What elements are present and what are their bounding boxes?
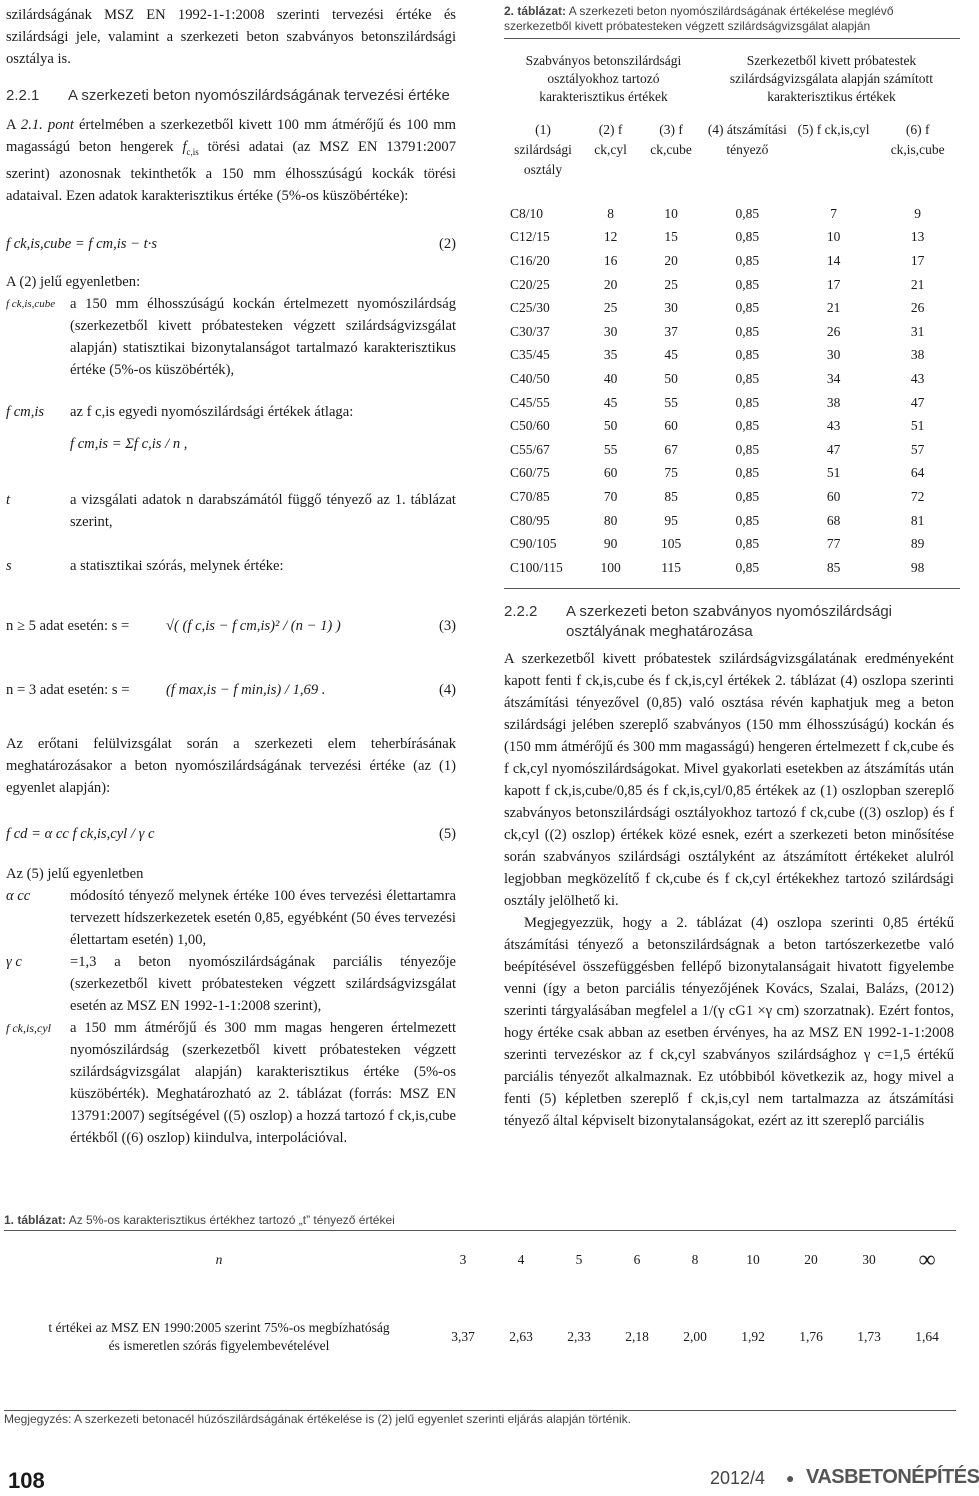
table-cell: 30 [862, 1252, 876, 1267]
table-cell: 6 [633, 1252, 641, 1267]
paragraph-note: Megjegyezzük, hogy a 2. táblázat (4) oszlopa szerinti 0,85 értékű átszámítási tényező a betonszilárdságnak a beton tartószerkezetbe való beépítésével összefüggésben fellépő bizonytalanságait hivatott figyelembe venni (így a beton parciális tényezőjének Kovács, Szalai, Balázs, (2012) szerinti tárgyalásában megfelel a 1/(γ cG1 ×γ cm) szorzatnak). Ezért fontos, hogy értéke csak abban az esetben érvényes, ha az MSZ EN 1992-1-1:2008 szerinti tervezéskor az f ck,cyl szabványos szilárdsághoz γ c=1,5 értékű parciális tényezőt alkalmaznak. Ez utóbbiból következik az, hogy mivel a fenti (5) képletben szereplő f ck,is,cyl nem tartalmazza az átszámítási tényező által képviselt bizonytalanságokat, ezért az itt szereplő parciális [504, 915, 954, 1129]
table-cell: 47 [826, 441, 841, 457]
table-cell: 67 [664, 441, 678, 457]
table-cell: 30 [664, 300, 678, 316]
definition-alpha-cc: α cc módosító tényező melynek értéke 100 éves tervezési élettartamra tervezett hídszerkezetek esetén 0,85, egyébként (50 éves tervezési élettartam esetén) 1,00, [6, 887, 456, 948]
table-cell: 75 [664, 465, 678, 481]
table-cell: 8 [691, 1252, 699, 1267]
table-cell: 2,33 [567, 1329, 591, 1344]
table-cell: 20 [664, 252, 678, 268]
table-cell: 68 [826, 512, 841, 528]
table-row [504, 556, 960, 580]
table-cell: 80 [603, 512, 618, 528]
table-cell: C50/60 [510, 418, 550, 434]
table-cell: 35 [603, 347, 618, 363]
table-1-t-label: t értékei az MSZ EN 1990:2005 szerint 75%-os megbízhatóság és ismeretlen szórás figyelembevételével [48, 1320, 390, 1353]
table-cell: 5 [575, 1252, 583, 1267]
table-cell: 13 [910, 229, 925, 245]
table-cell: 40 [603, 370, 618, 386]
table-row [504, 438, 960, 462]
table-cell: 0,85 [735, 512, 760, 528]
table-cell: 50 [664, 370, 678, 386]
table-cell: 7 [830, 205, 837, 221]
table-cell: C25/30 [510, 300, 550, 316]
table-cell: 25 [664, 276, 678, 292]
table-cell: 55 [603, 441, 618, 457]
table-cell: 26 [826, 323, 841, 339]
table-cell: 90 [603, 536, 618, 552]
table-2-group-header [504, 46, 960, 120]
equation-2-number: (2) [438, 235, 456, 252]
table-cell: C16/20 [510, 252, 550, 268]
paragraph-eq5-where: Az (5) jelű egyenletben [6, 865, 144, 882]
table-2-body [504, 202, 960, 580]
table-cell: 38 [910, 347, 925, 363]
table-cell: 14 [826, 252, 841, 268]
table-2-top-rule [504, 38, 960, 39]
table-cell: 98 [910, 559, 925, 575]
equation-2 [6, 223, 456, 267]
table-row [504, 202, 960, 226]
table-cell: 10 [664, 205, 678, 221]
table-cell: 0,85 [735, 394, 760, 410]
table-cell: 12 [603, 229, 618, 245]
table-cell: 20 [603, 276, 618, 292]
table-cell: 81 [910, 512, 925, 528]
table-row [504, 462, 960, 486]
table-cell: 37 [664, 323, 678, 339]
table-cell: 38 [826, 394, 841, 410]
table-cell: C60/75 [510, 465, 550, 481]
table-cell: 100 [600, 559, 621, 575]
table-cell: 89 [910, 536, 925, 552]
table-2-caption: 2. táblázat: A szerkezeti beton nyomószilárdságának értékelése meglévő szerkezetből kivett próbatesteken végzett szilárdságvizsgálat alapján [504, 4, 894, 33]
table-cell: 8 [607, 205, 614, 221]
definition-t: t a vizsgálati adatok n darabszámától függő tényező az 1. táblázat szerint, [6, 491, 456, 530]
table-cell: 85 [826, 559, 841, 575]
table-1-caption: 1. táblázat: Az 5%-os karakterisztikus értékhez tartozó „t” tényező értékei [4, 1213, 395, 1227]
table-cell: ∞ [918, 1246, 936, 1273]
table-2-column-header: (1) szilárdsági osztály (2) f ck,cyl (3) f ck,cube (4) átszámítási tényező (5) f ck,is,cyl (6) f ck,is,cube [514, 122, 945, 177]
table-2-bottom-rule [504, 588, 960, 589]
equation-4: n = 3 adat esetén: s = (f max,is − f min,is) / 1,69 . (4) [6, 681, 456, 698]
equation-3: n ≥ 5 adat esetén: s = √( (f c,is − f cm,is)² / (n − 1) ) (3) [6, 617, 456, 634]
paragraph-design: Az erőtani felülvizsgálat során a szerkezeti elem teherbírásának meghatározásakor a beton nyomószilárdságának tervezési értéke (az (1) egyenlet alapján): [6, 735, 456, 796]
table-row [504, 509, 960, 533]
paragraph-intro: szilárdságának MSZ EN 1992-1-1:2008 szerinti tervezési értéke és szilárdsági jele, valamint a szerkezeti beton szabványos betonszilárdsági osztálya is. [6, 7, 456, 67]
table-row [504, 296, 960, 320]
heading-number: 2.2.1 [6, 87, 40, 104]
table-cell: 115 [661, 559, 681, 575]
table-cell: C20/25 [510, 276, 550, 292]
table-cell: 57 [910, 441, 925, 457]
equation-fcm: f cm,is = Σf c,is / n , [70, 435, 188, 452]
table-cell: 70 [603, 488, 618, 504]
table-cell: 4 [517, 1252, 525, 1267]
table-cell: 47 [910, 394, 925, 410]
table-cell: 0,85 [735, 536, 760, 552]
table-cell: 30 [603, 323, 618, 339]
table-row [504, 249, 960, 273]
table-cell: 50 [603, 418, 618, 434]
table-cell: C70/85 [510, 488, 550, 504]
table-2-group-2: Szerkezetből kivett próbatestek szilárdságvizsgálata alapján számított karakterisztikus értékek [729, 53, 934, 104]
table-cell: 0,85 [735, 418, 760, 434]
table-row [504, 367, 960, 391]
right-column [504, 602, 954, 1132]
table-row [504, 226, 960, 250]
table-cell: 0,85 [735, 347, 760, 363]
table-1-note: Megjegyzés: A szerkezeti betonacél húzószilárdságának értékelése is (2) jelű egyenlet szerinti eljárás alapján történik. [4, 1412, 632, 1426]
table-cell: 95 [664, 512, 678, 528]
table-cell: 17 [910, 252, 925, 268]
table-row [504, 532, 960, 556]
table-cell: 0,85 [735, 205, 760, 221]
table-cell: 60 [826, 488, 841, 504]
table-1 [4, 1231, 956, 1385]
paragraph-class-determination: A szerkezetből kivett próbatestek szilárdságvizsgálatának eredményeként kapott fenti f ck,is,cube és f ck,is,cyl értékek 2. táblázat (4) oszlopa szerinti átszámítási tényezővel (0,85) való osztása révén kaphatjuk meg a beton szilárdsági jelében szereplő szabványos (150 mm élhosszúságú) kockán és (150 mm átmérőjű és 300 mm magasságú) hengeren értelmezett f ck,cube és f ck,cyl nyomószilárdságokat. Mivel gyakorlati esetekben az átszámítás után kapott f ck,is,cube/0,85 és f ck,is,cyl/0,85 értékek az (1) oszlopban szereplő szabványos betonszilárdsági osztályokhoz tartozó f ck,cube ((3) oszlop) és f ck,cyl ((2) oszlop) értékek közé esnek, ezért a szerkezeti beton minősítése során szabványos szilárdsági osztályként az átszámított értékeket alulról legjobban megközelítő f ck,cube és f ck,cyl értékekhez tartozó szilárdsági osztály jelölhető ki. [504, 651, 954, 909]
table-row [504, 344, 960, 368]
table-row [504, 320, 960, 344]
table-cell: 72 [910, 488, 925, 504]
table-cell: 77 [826, 536, 841, 552]
section-heading-2-2-1 [6, 86, 456, 106]
table-cell: 0,85 [735, 300, 760, 316]
table-cell: 3 [459, 1252, 467, 1267]
table-cell: 0,85 [735, 229, 760, 245]
table-cell: 0,85 [735, 323, 760, 339]
table-cell: C100/115 [510, 559, 563, 575]
table-cell: 0,85 [735, 465, 760, 481]
table-cell: 0,85 [735, 488, 760, 504]
table-cell: 43 [910, 370, 925, 386]
table-cell: 2,18 [625, 1329, 649, 1344]
table-cell: 60 [603, 465, 618, 481]
table-cell: 43 [826, 418, 841, 434]
table-cell: 51 [826, 465, 841, 481]
table-1-bottom-rule [4, 1410, 956, 1411]
left-column [6, 4, 456, 1149]
definition-fck-is-cube: f ck,is,cube a 150 mm élhosszúságú kockán értelmezett nyomószilárdság (szerkezetből kivett próbatesteken végzett szilárdságvizsgálat alapján) statisztikai bizonytalanságot tartalmazó karakterisztikus értéke (5%-os küszöbérték), [6, 295, 456, 378]
table-cell: 34 [826, 370, 841, 386]
table-cell: 2,63 [509, 1329, 533, 1344]
table-cell: 105 [660, 536, 682, 552]
table-cell: 85 [664, 488, 678, 504]
table-cell: C45/55 [510, 394, 550, 410]
table-cell: 26 [910, 300, 925, 316]
table-row [504, 485, 960, 509]
table-cell: 31 [910, 323, 925, 339]
table-cell: 30 [826, 347, 841, 363]
table-cell: 0,85 [735, 559, 760, 575]
table-cell: 64 [910, 465, 925, 481]
table-cell: 60 [664, 418, 678, 434]
table-cell: 45 [603, 394, 618, 410]
table-cell: 16 [603, 252, 618, 268]
heading-text: A szerkezeti beton nyomószilárdságának tervezési értéke [68, 87, 450, 104]
table-cell: 1,92 [741, 1329, 765, 1344]
table-cell: 21 [910, 276, 925, 292]
table-cell: 1,73 [857, 1329, 881, 1344]
definition-fcm-is: f cm,is az f c,is egyedi nyomószilárdsági értékek átlaga: f cm,is = Σf c,is / n , [6, 401, 456, 483]
equation-5: f cd = α cc f ck,is,cyl / γ c (5) [6, 825, 456, 842]
table-cell: 1,76 [799, 1329, 823, 1344]
table-cell: 0,85 [735, 252, 760, 268]
table-cell: 0,85 [735, 370, 760, 386]
table-cell: 1,64 [915, 1329, 939, 1344]
page-number: 108 [8, 1468, 45, 1493]
section-heading-2-2-2: 2.2.2 A szerkezeti beton szabványos nyomószilárdsági osztályának meghatározása [504, 603, 893, 640]
definition-s: s a statisztikai szórás, melynek értéke: [6, 557, 284, 574]
table-cell: 21 [826, 300, 841, 316]
table-cell: C35/45 [510, 347, 550, 363]
table-1-n-label: n [215, 1252, 223, 1267]
table-cell: 0,85 [735, 276, 760, 292]
section-ref: 2.1. pont [20, 117, 74, 133]
table-cell: 10 [826, 229, 841, 245]
magazine-logo: VASBETONÉPÍTÉS [806, 1466, 979, 1488]
table-1-t-row [4, 1289, 956, 1385]
table-cell: 15 [664, 229, 678, 245]
table-row [504, 414, 960, 438]
table-cell: 2,00 [683, 1329, 707, 1344]
table-cell: 51 [910, 418, 925, 434]
table-cell: C90/105 [510, 536, 557, 552]
table-cell: 0,85 [735, 441, 760, 457]
definition-gamma-c: γ c =1,3 a beton nyomószilárdságának parciális tényezője (szerkezetből kivett próbatesteken végzett szilárdságvizsgálat esetén az MSZ EN 1992-1-1:2008 szerint), [6, 953, 456, 1014]
paragraph-main: A 2.1. pont értelmében a szerkezetből kivett 100 mm átmérőjű és 100 mm magasságú beton hengerek $f_{c,is}$ törési adatai (az MSZ EN 13791:2007 szerint) azonosnak tekinthetők a 150 mm élhosszúságú kockák törési adataival. Ezen adatok karakterisztikus értéke (5%-os küszöbértéke): [6, 117, 456, 204]
paragraph-where: A (2) jelű egyenletben: [6, 273, 141, 290]
table-cell: C40/50 [510, 370, 550, 386]
table-cell: C55/67 [510, 441, 550, 457]
table-cell: 3,37 [451, 1329, 475, 1344]
equation-2-body: f ck,is,cube = f cm,is − t·s [6, 235, 158, 252]
issue-number: 2012/4 [710, 1468, 766, 1488]
table-cell: 20 [804, 1252, 818, 1267]
page-footer [0, 1466, 979, 1496]
table-2 [504, 46, 960, 580]
definition-fck-is-cyl: f ck,is,cyl a 150 mm átmérőjű és 300 mm magas hengeren értelmezett nyomószilárdság (szerkezetből kivett próbatesteken végzett szilárdságvizsgálat alapján) karakterisztikus értéke (5%-os küszöbérték). Meghatározható az 2. táblázat (forrás: MSZ EN 13791:2007) segítségével ((5) oszlop) a hozzá tartozó f ck,is,cube értékből ((6) oszlop) kiindulva, interpolációval. [6, 1019, 456, 1146]
table-cell: 10 [746, 1252, 760, 1267]
table-cell: C30/37 [510, 323, 550, 339]
bullet-icon: ● [786, 1472, 795, 1487]
table-2-group-1: Szabványos betonszilárdsági osztályokhoz tartozó karakterisztikus értékek [525, 53, 682, 104]
table-1-n-row [4, 1231, 956, 1289]
table-cell: 9 [914, 205, 922, 221]
table-cell: 55 [664, 394, 678, 410]
table-cell: 17 [826, 276, 841, 292]
table-cell: C80/95 [510, 512, 550, 528]
table-cell: C8/10 [510, 205, 544, 221]
table-row [504, 391, 960, 415]
table-cell: 25 [603, 300, 618, 316]
table-cell: C12/15 [510, 229, 550, 245]
table-row [504, 273, 960, 297]
table-cell: 45 [664, 347, 678, 363]
